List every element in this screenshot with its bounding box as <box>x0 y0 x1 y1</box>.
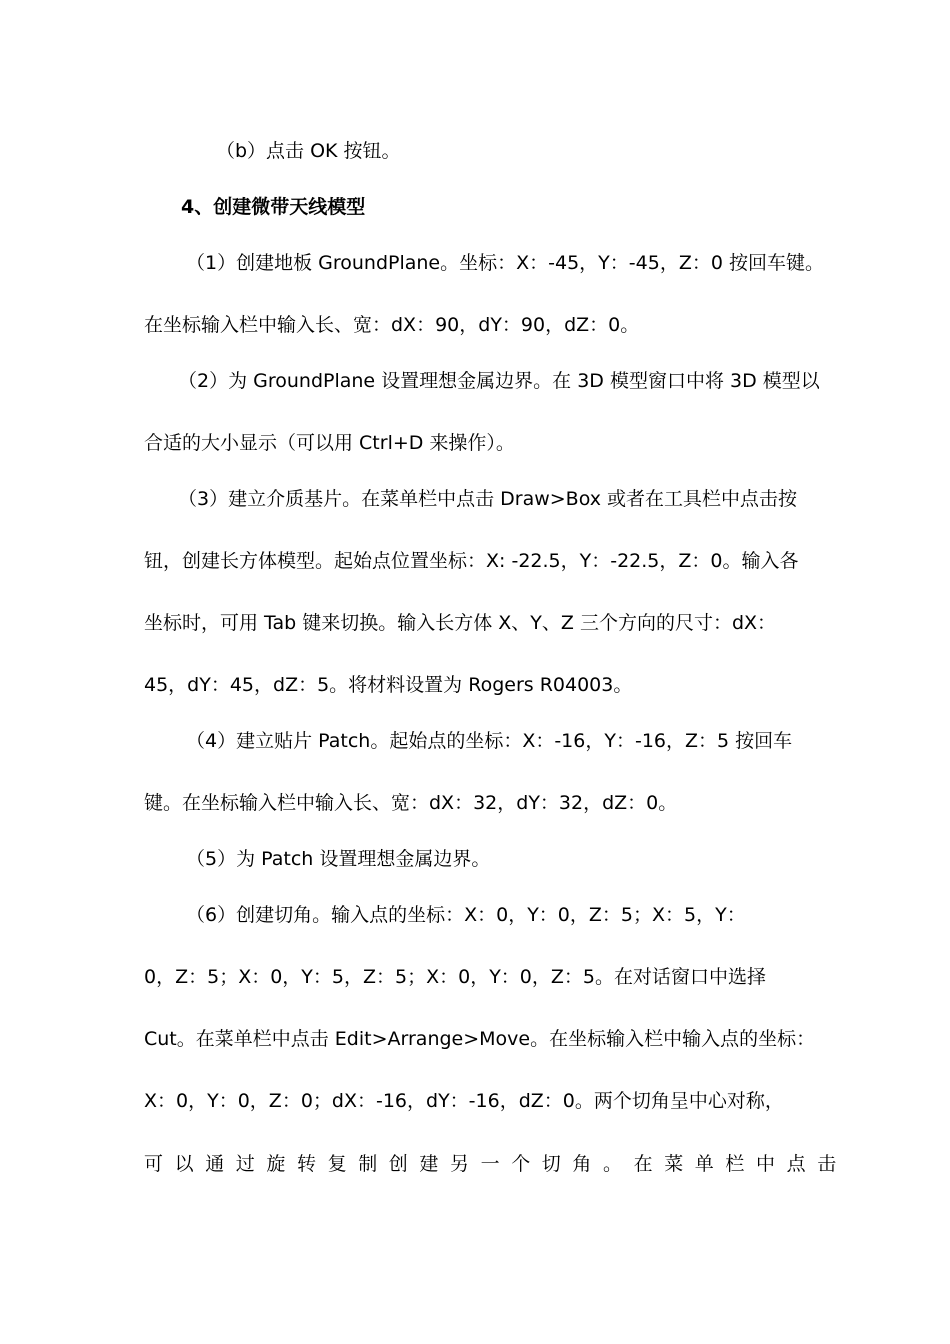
step-5-line: （5）为 Patch 设置理想金属边界。 <box>186 848 491 870</box>
step-1-line-2: 在坐标输入栏中输入长、宽：dX：90，dY：90，dZ：0。 <box>144 314 640 336</box>
step-6-line-5: 可以通过旋转复制创建另一个切角。在菜单栏中点击 <box>144 1153 848 1175</box>
step-6-line-2: 0，Z：5；X：0，Y：5，Z：5；X：0，Y：0，Z：5。在对话窗口中选择 <box>144 966 767 988</box>
step-6-line-4: X：0，Y：0，Z：0；dX：-16，dY：-16，dZ：0。两个切角呈中心对称， <box>144 1090 784 1112</box>
step-3-line-4: 45，dY：45，dZ：5。将材料设置为 Rogers R04003。 <box>144 674 633 696</box>
step-1-line-1: （1）创建地板 GroundPlane。坐标：X：-45，Y：-45，Z：0 按回车键。 <box>186 252 824 274</box>
step-4-line-2: 键。在坐标输入栏中输入长、宽：dX：32，dY：32，dZ：0。 <box>144 792 678 814</box>
step-2-line-2: 合适的大小显示（可以用 Ctrl+D 来操作）。 <box>144 432 515 454</box>
step-3-line-2: 钮，创建长方体模型。起始点位置坐标：X: -22.5，Y：-22.5，Z：0。输入各 <box>144 550 799 572</box>
step-4-line-1: （4）建立贴片 Patch。起始点的坐标：X：-16，Y：-16，Z：5 按回车 <box>186 730 793 752</box>
step-b-line: （b）点击 OK 按钮。 <box>216 140 401 162</box>
step-6-line-1: （6）创建切角。输入点的坐标：X：0，Y：0，Z：5；X：5，Y： <box>186 904 746 926</box>
step-6-line-3: Cut。在菜单栏中点击 Edit>Arrange>Move。在坐标输入栏中输入点的坐标： <box>144 1028 816 1050</box>
step-3-line-1: （3）建立介质基片。在菜单栏中点击 Draw>Box 或者在工具栏中点击按 <box>178 488 798 510</box>
step-2-line-1: （2）为 GroundPlane 设置理想金属边界。在 3D 模型窗口中将 3D 模型以 <box>178 370 820 392</box>
step-3-line-3: 坐标时，可用 Tab 键来切换。输入长方体 X、Y、Z 三个方向的尺寸：dX： <box>144 612 777 634</box>
section-heading: 4、创建微带天线模型 <box>181 196 366 218</box>
